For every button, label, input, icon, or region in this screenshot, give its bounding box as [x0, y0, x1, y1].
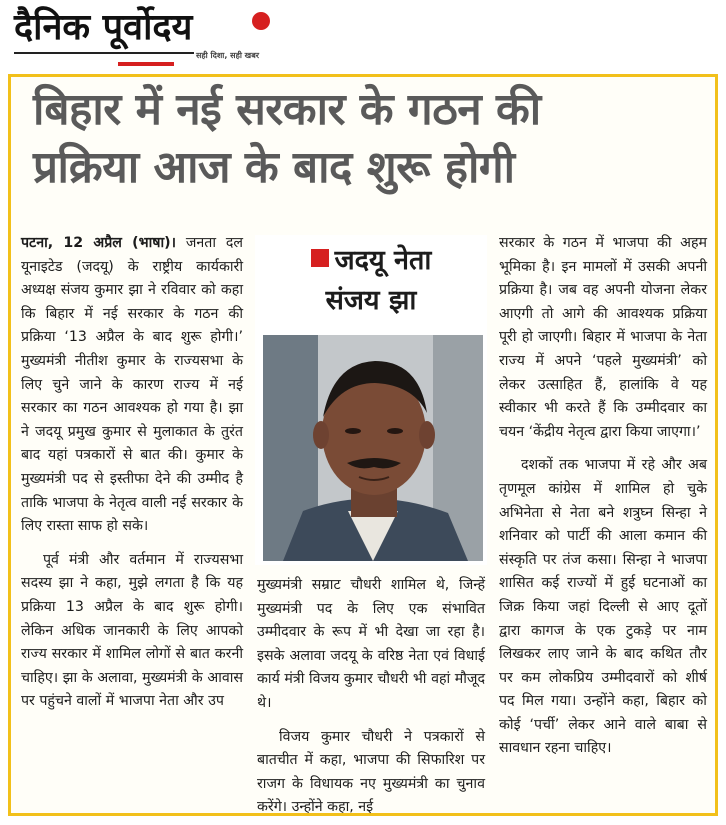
article-clipping [8, 74, 718, 816]
photo-caption-title [255, 235, 487, 331]
photo-title-line-1: जदयू नेता [334, 245, 432, 276]
masthead [0, 0, 726, 70]
article-headline [33, 81, 703, 197]
logo-underline [14, 52, 194, 54]
headline-line-2: प्रक्रिया आज के बाद शुरू होगी [33, 142, 515, 193]
column-1-paragraph-1: जनता दल यूनाइटेड (जदयू) के राष्ट्रीय कार्यकारी अध्यक्ष संजय कुमार झा ने रविवार को कहा कि बिहार में नई सरकार के गठन की प्रक्रिया ‘13 अप्रैल के बाद शुरू होगी।’ मुख्यमंत्री नीतीश कुमार के राज्यसभा के लिए चुने जाने के कारण राज्य में नई सरकार का गठन आवश्यक हो गया है। झा ने जदयू प्रमुख कुमार से मुलाकात के तुरंत बाद यहां पत्रकारों से बात की। कुमार के मुख्यमंत्री पद से इस्तीफा देने की उम्मीद है ताकि भाजपा के नेतृत्व वाली नई सरकार के लिए रास्ता साफ हो सके। [21, 235, 244, 535]
newspaper-logo: दैनिक पूर्वोदय [14, 7, 193, 48]
photo-box [255, 235, 487, 565]
portrait-photo [263, 335, 483, 561]
article-column-3 [499, 232, 707, 761]
headline-line-1: बिहार में नई सरकार के गठन की [33, 84, 541, 135]
column-1-paragraph-2: पूर्व मंत्री और वर्तमान में राज्यसभा सदस्य झा ने कहा, मुझे लगता है कि यह प्रक्रिया 13 अप्रैल के बाद शुरू होगी। लेकिन अधिक जानकारी के लिए आपको राज्य सरकार में शामिल लोगों से बात करनी चाहिए। झा के अलावा, मुख्यमंत्री के आवास पर पहुंचने वालों में भाजपा नेता और उप [21, 551, 243, 710]
dateline: पटना, 12 अप्रैल (भाषा)। [21, 235, 177, 251]
photo-title-line-2: संजय झा [325, 285, 417, 316]
column-2-paragraph-2: विजय कुमार चौधरी ने पत्रकारों से बातचीत में कहा, भाजपा की सिफारिश पर राजग के विधायक नए मुख्यमंत्री का चुनाव करेंगे। उन्होंने कहा, नई [257, 728, 485, 816]
column-3-paragraph-2: दशकों तक भाजपा में रहे और अब तृणमूल कांग्रेस में शामिल हो चुके अभिनेता से नेता बने शत्रुघ्न सिन्हा ने शनिवार को पार्टी की आला कमान की संस्कृति पर तंज कसा। सिन्हा ने भाजपा शासित कई राज्यों में हुई घटनाओं का जिक्र किया जहां दिल्ली से आए दूतों द्वारा कागज के एक टुकड़े पर नाम लिखकर लाए जाने के बाद कथित तौर पर कम लोकप्रिय उम्मीदवारों को शीर्ष पद मिल गया। उन्होंने कहा, बिहार को कोई ‘पर्ची’ लेकर आने वाले बाबा से सावधान रहना चाहिए। [499, 457, 707, 757]
newspaper-tagline: सही दिशा, सही खबर [196, 51, 260, 60]
red-square-icon [311, 249, 329, 267]
column-3-paragraph-1: सरकार के गठन में भाजपा की अहम भूमिका है। इन मामलों में उसकी अपनी प्रक्रिया है। जब वह अपनी योजना लेकर आएगी तो आगे की आवश्यक प्रक्रिया पूरी हो जाएगी। बिहार में भाजपा के नेता राज्य में अपने ‘पहले मुख्यमंत्री’ को लेकर उत्साहित हैं, हालांकि वे यह स्वीकार भी करते हैं कि उम्मीदवार का चयन ‘केंद्रीय नेतृत्व द्वारा किया जाएगा।’ [499, 235, 707, 440]
portrait-illustration [263, 335, 483, 561]
logo-dot-icon [252, 12, 270, 30]
column-2-paragraph-1: मुख्यमंत्री सम्राट चौधरी शामिल थे, जिन्हें मुख्यमंत्री पद के लिए एक संभावित उम्मीदवार के रूप में भी देखा जा रहा है। इसके अलावा जदयू के वरिष्ठ नेता एवं विधाई कार्य मंत्री विजय कुमार चौधरी भी वहां मौजूद थे। [257, 577, 485, 711]
article-column-2 [257, 574, 485, 820]
logo-red-bar [118, 62, 174, 66]
article-column-1 [21, 232, 243, 714]
